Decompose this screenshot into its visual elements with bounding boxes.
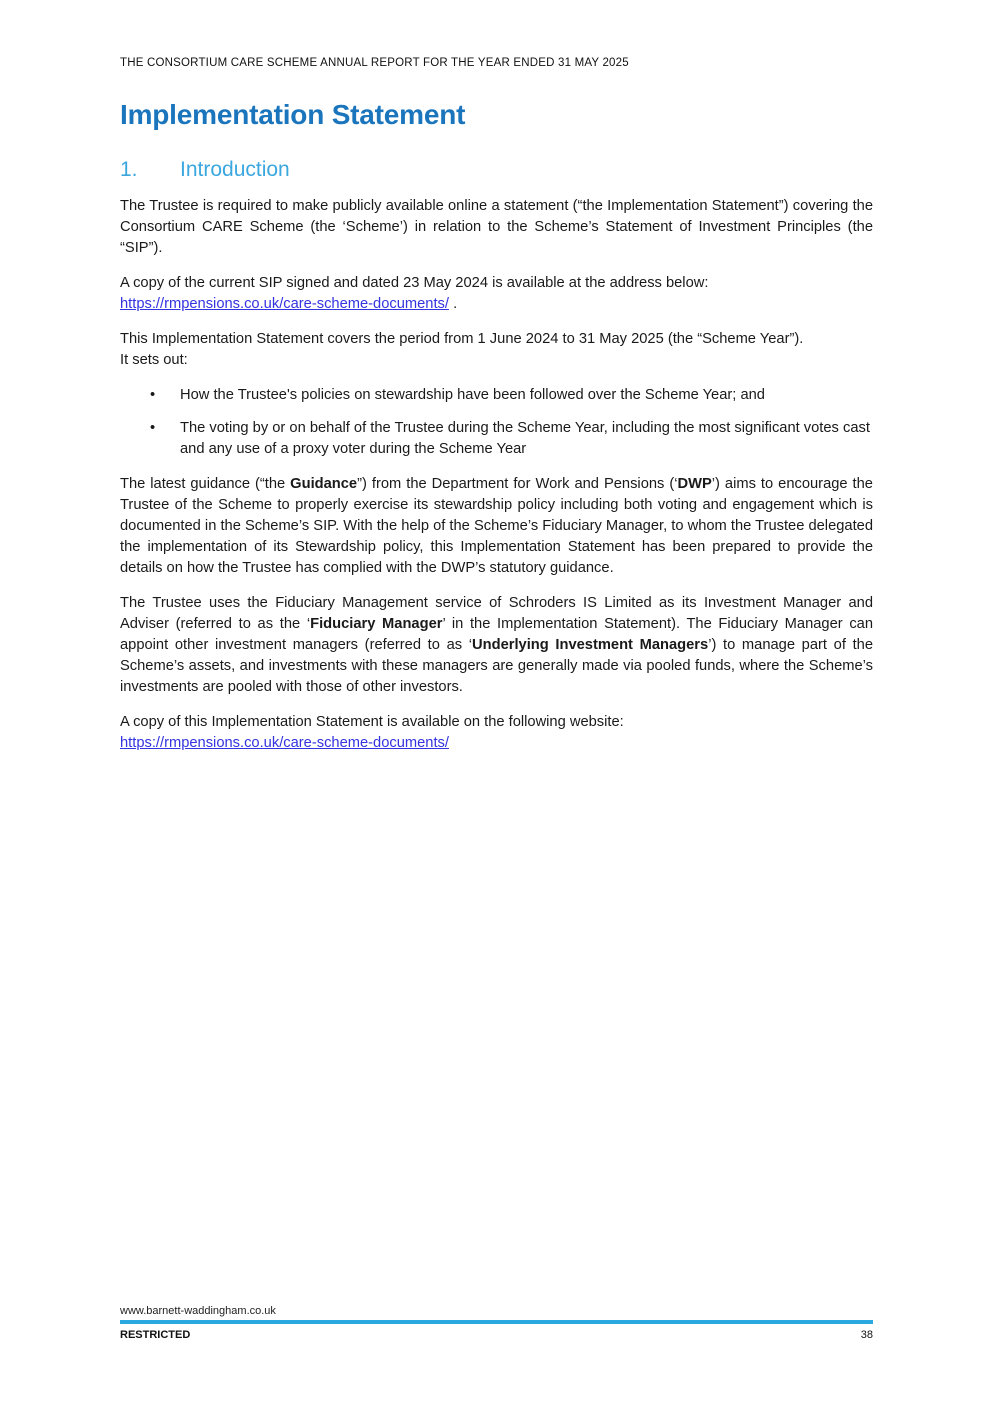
underlying-managers-bold-term: Underlying Investment Managers xyxy=(472,637,709,653)
guidance-segment-2: ”) from the Department for Work and Pensions (‘ xyxy=(357,476,678,492)
fiduciary-segment-2: ’ in the Implementation Statement). The Fiduciary Manager can appoint other investment managers (referred to as ‘ xyxy=(120,616,874,653)
guidance-segment-0: The latest guidance (“the xyxy=(120,476,291,492)
paragraph-statement-copy-text: A copy of this Implementation Statement is available on the following website: xyxy=(120,714,624,730)
bullet-text-stewardship: How the Trustee's policies on stewardship have been followed over the Scheme Year; and xyxy=(180,387,765,403)
paragraph-sip-copy-text: A copy of the current SIP signed and dated 23 May 2024 is available at the address below: xyxy=(120,275,709,291)
classification-label: RESTRICTED xyxy=(120,1329,191,1341)
paragraph-scheme-year-line1: This Implementation Statement covers the period from 1 June 2024 to 31 May 2025 (the “Scheme Year”). xyxy=(120,331,804,347)
link-suffix: . xyxy=(448,296,458,312)
bullet-icon: • xyxy=(150,420,156,436)
sets-out-bullet-list xyxy=(120,385,873,460)
paragraph-statement-copy xyxy=(120,712,873,754)
list-item xyxy=(120,418,873,460)
list-item xyxy=(120,385,873,406)
fiduciary-segment-4: ’) to manage part of the Scheme’s assets, and investments with these managers are generally made via pooled funds, where the Scheme’s investments are pooled with those of other investors. xyxy=(120,637,873,695)
page-title: Implementation Statement xyxy=(120,99,466,130)
fiduciary-manager-bold-term: Fiduciary Manager xyxy=(310,616,443,632)
section-number: 1. xyxy=(120,158,138,181)
footer-website-url: www.barnett-waddingham.co.uk xyxy=(120,1305,276,1317)
paragraph-sip-copy xyxy=(120,273,873,315)
implementation-statement-link[interactable]: https://rmpensions.co.uk/care-scheme-documents/ xyxy=(120,735,449,751)
section-label: Introduction xyxy=(180,158,290,181)
guidance-segment-4: ’) aims to encourage the Trustee of the Scheme to properly exercise its stewardship policy including both voting and engagement which is documented in the Scheme’s SIP. With the help of the Scheme’s Fiduciary Manager, to whom the Trustee delegated the implementation of its Stewardship policy, this Implementation Statement has been prepared to provide the details on how the Trustee has complied with the DWP’s statutory guidance. xyxy=(120,476,873,576)
running-header: THE CONSORTIUM CARE SCHEME ANNUAL REPORT FOR THE YEAR ENDED 31 MAY 2025 xyxy=(120,57,629,69)
sip-documents-link[interactable]: https://rmpensions.co.uk/care-scheme-documents/ xyxy=(120,296,449,312)
page-content xyxy=(120,57,873,754)
bullet-text-voting: The voting by or on behalf of the Trustee during the Scheme Year, including the most significant votes cast and any use of a proxy voter during the Scheme Year xyxy=(180,420,870,457)
footer-divider-rule xyxy=(120,1320,873,1324)
page-number: 38 xyxy=(860,1329,873,1341)
guidance-bold-term: Guidance xyxy=(290,476,358,492)
paragraph-scheme-year-line2: It sets out: xyxy=(120,352,188,368)
paragraph-intro-statement: The Trustee is required to make publicly available online a statement (“the Implementation Statement”) covering the Consortium CARE Scheme (the ‘Scheme’) in relation to the Scheme’s Statement of Investment Principles (the “SIP”). xyxy=(120,198,873,256)
page-footer xyxy=(120,1305,873,1341)
paragraph-scheme-year xyxy=(120,329,873,371)
section-heading xyxy=(120,158,873,182)
paragraph-fiduciary-manager xyxy=(120,593,873,698)
bullet-icon: • xyxy=(150,387,156,403)
fiduciary-segment-0: The Trustee uses the Fiduciary Management service of Schroders IS Limited as its Investment Manager and Adviser (referred to as the ‘ xyxy=(120,595,873,632)
paragraph-dwp-guidance xyxy=(120,474,873,579)
dwp-bold-term: DWP xyxy=(677,476,712,492)
footer-bottom-row xyxy=(120,1329,873,1341)
